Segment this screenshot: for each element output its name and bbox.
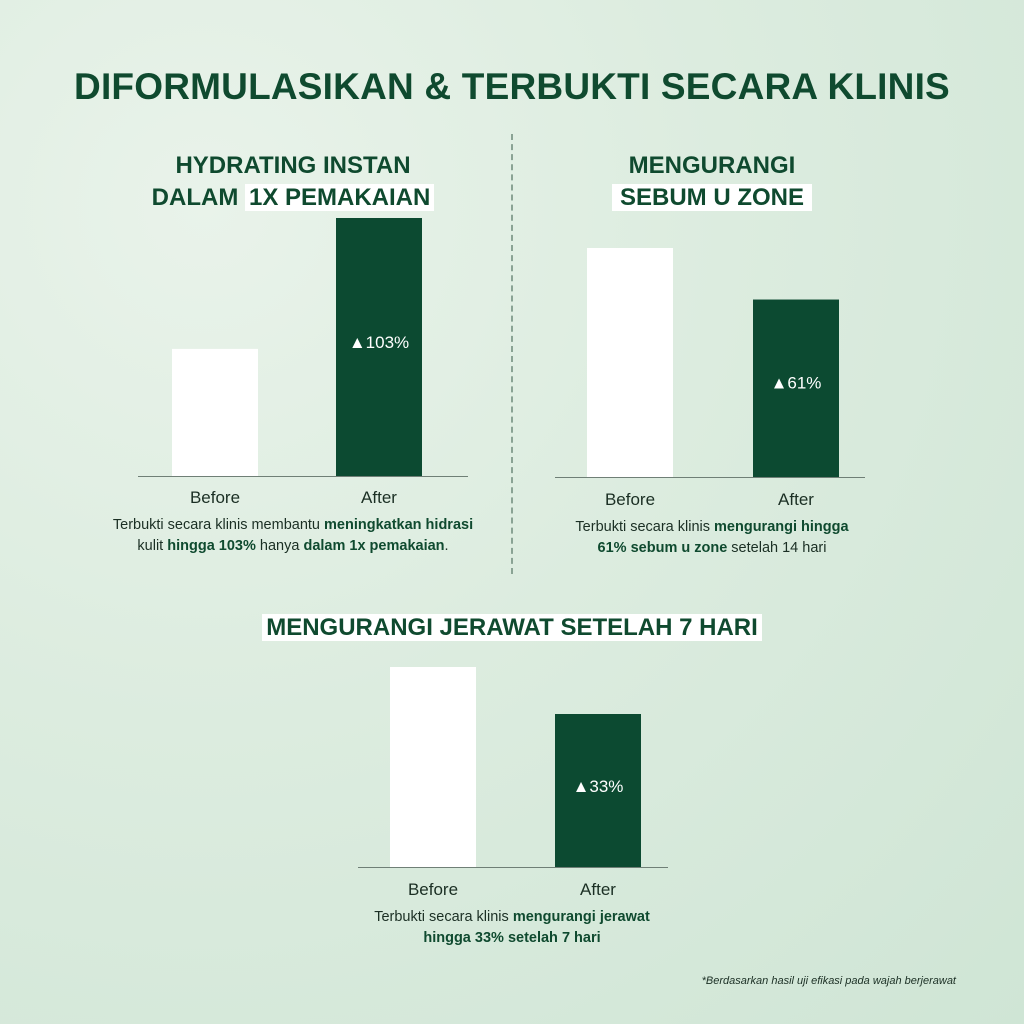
- chart-3-svg: [358, 658, 668, 908]
- chart-2-title-highlight: SEBUM U ZONE: [612, 184, 812, 211]
- bar-before: [390, 667, 476, 867]
- chart-2-title: [512, 150, 912, 214]
- chart-2-title-line1: MENGURANGI: [628, 152, 796, 179]
- chart-2-svg: [555, 240, 865, 517]
- chart-1-title-line1: HYDRATING INSTAN: [175, 152, 411, 179]
- category-label: After: [361, 488, 397, 507]
- desc-bold: hingga 103%: [167, 538, 256, 554]
- page-title: DIFORMULASIKAN & TERBUKTI SECARA KLINIS: [74, 66, 950, 107]
- bar-before: [172, 349, 258, 476]
- desc-bold: mengurangi jerawat: [512, 909, 650, 925]
- bar-value-label: ▲61%: [770, 373, 822, 393]
- desc-text: kulit: [137, 538, 168, 554]
- desc-text: hanya: [255, 538, 304, 554]
- bar-before: [587, 248, 673, 477]
- desc-bold: dalam 1x pemakaian: [303, 538, 445, 554]
- category-label: Before: [407, 880, 459, 899]
- chart-1-desc-line1: [53, 515, 533, 536]
- desc-text: Terbukti secara klinis: [575, 519, 715, 535]
- desc-bold: meningkatkan hidrasi: [324, 517, 474, 533]
- chart-1-title-line2-pre: DALAM: [151, 184, 245, 211]
- chart-1-description: [53, 515, 533, 557]
- category-label: Before: [604, 490, 656, 509]
- category-label: Before: [189, 488, 241, 507]
- desc-bold: 61% sebum u zone: [597, 540, 728, 556]
- chart-2-title-line2: [512, 182, 912, 214]
- desc-text: setelah 14 hari: [727, 540, 827, 556]
- chart-2-desc-line1: [472, 517, 952, 538]
- chart-3-title-highlight: MENGURANGI JERAWAT SETELAH 7 HARI: [262, 614, 762, 641]
- desc-text: Terbukti secara klinis: [374, 909, 513, 925]
- footnote: *Berdasarkan hasil uji efikasi pada wajah berjerawat: [701, 975, 956, 987]
- chart-1-title-highlight: 1X PEMAKAIAN: [245, 184, 434, 211]
- bar-value-label: ▲103%: [348, 333, 410, 352]
- desc-bold: hingga 33% setelah 7 hari: [423, 930, 601, 946]
- chart-1-desc-line2: [53, 536, 533, 557]
- desc-text: .: [444, 538, 449, 554]
- chart-2-description: [472, 517, 952, 559]
- category-label: After: [778, 490, 814, 509]
- desc-text: Terbukti secara klinis membantu: [112, 517, 325, 533]
- chart-1-title: [93, 150, 493, 214]
- category-label: After: [580, 880, 616, 899]
- desc-bold: mengurangi hingga: [714, 519, 849, 535]
- chart-2-desc-line2: [472, 538, 952, 559]
- chart-1-svg: [138, 210, 468, 515]
- chart-3-desc-line2: [272, 928, 752, 949]
- bar-value-label: ▲33%: [572, 777, 624, 796]
- chart-3-title: [212, 612, 812, 644]
- chart-3-description: [272, 907, 752, 949]
- chart-3-desc-line1: [272, 907, 752, 928]
